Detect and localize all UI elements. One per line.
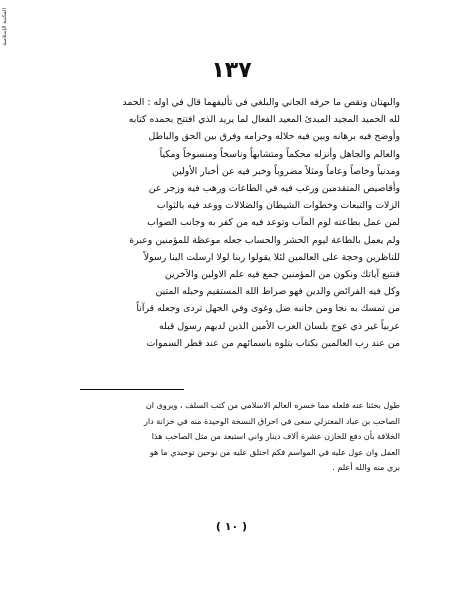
footnote-line: طول بحثنا عنه فلعله مما خسره العالم الاسلامي من كتب السلف ، ويروى ان <box>145 400 400 410</box>
footnote-line: بري منه والله أعلم . <box>332 462 400 473</box>
footer-page-number: ( ١٠ ) <box>215 520 248 533</box>
text-line: لله الحميد المجيد المبدئ المعيد الفعال لما يريد الذي افتتح بحمده كتابه <box>128 114 400 126</box>
text-line: وكل فيه الفرائض والدين فهو صراط الله المستقيم وحبله المتين <box>155 286 400 298</box>
text-line: والعالم والجاهل وأنزله محكماً ومتشابهاً وناسخاً ومنسوخاً ومكياً <box>159 148 400 160</box>
side-stamp: المكتبة الإسلامية <box>2 8 8 46</box>
text-line: من عند رب العالمين بكتاب يتلوه باسمائهم من عند قطر السموات <box>146 337 400 349</box>
text-line: والبهتان ونقص ما حرفه الجاني والبلغي في تأليفهما قال في اوله : الحمد <box>122 97 400 108</box>
footnote-line: الخلافة بأن دفع للخازن عشرة آلاف دينار واني استبعد من مثل الصاحب هذا <box>151 431 400 442</box>
text-line: لمن عمل بطاعته لوم المآب وتوعد فيه من كفر به وجانب الصواب <box>147 217 400 229</box>
text-line: عربياً غير ذي عوج بلسان العرب الأمين الذين لديهم رسول قبله <box>158 320 400 332</box>
text-line: ومدنياً وخاصاً وعاماً ومثلاً مضروباً وخبر فيه عن أخبار الأولين <box>171 165 400 177</box>
text-line: من تمسك به نجا ومن جانبه ضل وغوى وفي الجهل تردى وجعله قرآناً <box>136 303 400 315</box>
footnote-divider <box>80 389 184 390</box>
footnote-line: الصاحب بن عباد المعتزلي سعى في احراق النسخة الوحيدة منه في خزانة دار <box>143 415 400 426</box>
main-text-block <box>80 94 400 352</box>
text-line: للناظرين وحجة على العالمين لئلا يقولوا ربنا لولا ارسلت الينا رسولاً <box>143 251 400 263</box>
text-line: وأوضح فيه برهانه وبين فيه حلاله وحرامه وفرق بين الحق والباطل <box>148 131 400 143</box>
text-line: الزلات والتبعات وخطوات الشيطان والضلالات ووعد فيه بالثواب <box>156 200 400 212</box>
footnote-line: العمل وان عول عليه في المواسم فكم احتلق عليه من نوحين توحيدي ما هو <box>149 446 400 457</box>
text-line: وأقاصيص المتقدمين ورغب فيه في الطاعات ورهب فيه وزجر عن <box>148 183 400 195</box>
footnote-block <box>80 398 400 476</box>
text-line: ولم يعمل بالطاعة ليوم الحشر والحساب جعله موعظة للمؤمنين وعبرة <box>129 234 400 246</box>
page-number: ١٣٧ <box>211 58 252 83</box>
text-line: فنتبع آياتك ونكون من المؤمنين جمع فيه علم الاولين والآخرين <box>164 269 400 281</box>
